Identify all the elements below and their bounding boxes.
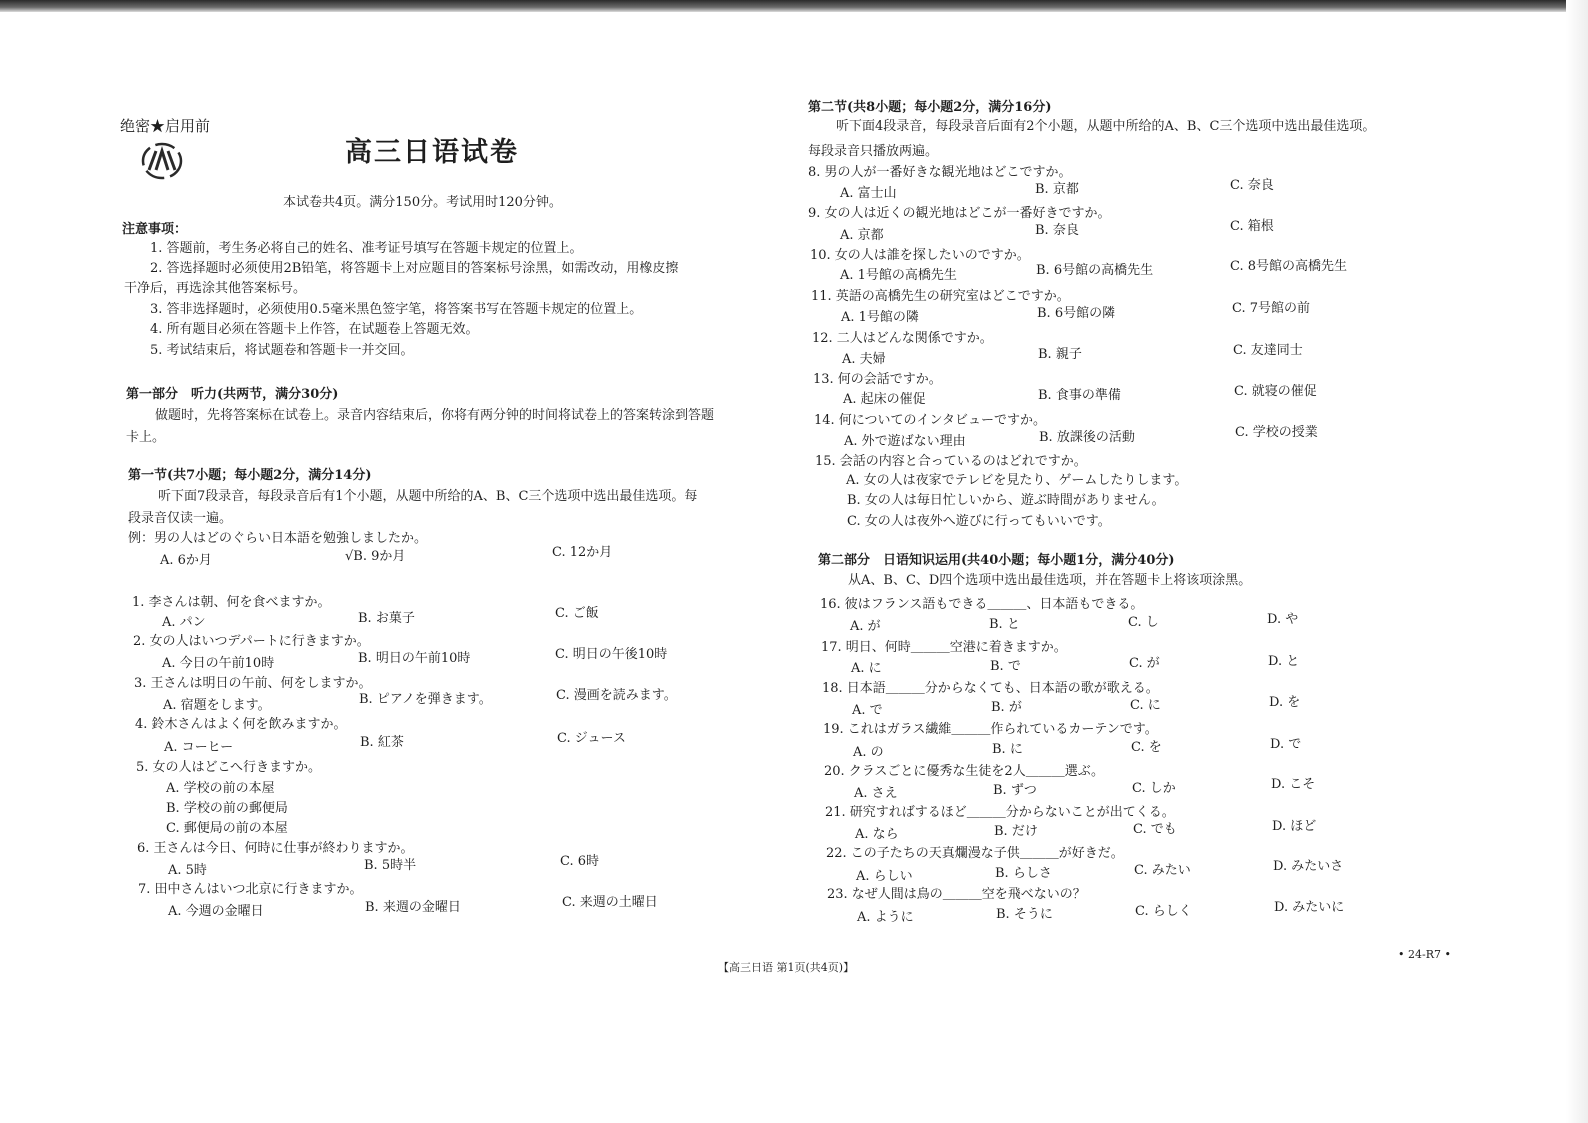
q4-option-c: C. ジュース — [557, 731, 626, 746]
question-22: 22. この子たちの天真爛漫な子供＿＿＿が好きだ。 — [826, 846, 1124, 861]
q22-option-c: C. みたい — [1134, 863, 1191, 878]
q12-option-a: A. 夫婦 — [842, 352, 886, 367]
q21-option-c: C. でも — [1133, 822, 1177, 837]
section1-desc: 听下面7段录音，每段录音后有1个小题，从题中所给的A、B、C三个选项中选出最佳选项。每 — [158, 489, 698, 504]
q10-option-a: A. 1号館の高橋先生 — [840, 268, 957, 283]
question-21: 21. 研究すればするほど＿＿＿分からないことが出てくる。 — [825, 805, 1175, 820]
q7-option-c: C. 来週の土曜日 — [562, 895, 658, 910]
question-15: 15. 会話の内容と合っているのはどれですか。 — [815, 454, 1087, 469]
q21-option-b: B. だけ — [994, 824, 1038, 839]
q3-option-a: A. 宿題をします。 — [163, 698, 271, 713]
notice-line: 2. 答选择题时必须使用2B铅笔，将答题卡上对应题目的答案标号涂黑，如需改动，用橡皮擦 — [150, 261, 679, 276]
question-18: 18. 日本語＿＿＿分からなくても、日本語の歌が歌える。 — [822, 681, 1159, 696]
q23-option-c: C. らしく — [1135, 904, 1192, 919]
q23-option-b: B. そうに — [996, 907, 1053, 922]
question-19: 19. これはガラス繊維＿＿＿作られているカーテンです。 — [823, 722, 1158, 737]
q13-option-a: A. 起床の催促 — [843, 392, 926, 407]
q1-option-a: A. パン — [162, 615, 206, 630]
question-16: 16. 彼はフランス語もできる＿＿＿、日本語もできる。 — [820, 597, 1144, 612]
question-1: 1. 李さんは朝、何を食べますか。 — [132, 595, 331, 610]
q18-option-c: C. に — [1130, 698, 1161, 713]
q18-option-d: D. を — [1269, 695, 1301, 710]
q19-option-b: B. に — [992, 742, 1023, 757]
q16-option-a: A. が — [850, 619, 881, 634]
q23-option-a: A. ように — [857, 910, 914, 925]
exam-info: 本试卷共4页。满分150分。考试用时120分钟。 — [283, 195, 562, 210]
q20-option-a: A. さえ — [854, 786, 898, 801]
example-question: 例：男の人はどのぐらい日本語を勉強しましたか。 — [128, 531, 428, 546]
part1-desc: 做题时，先将答案标在试卷上。录音内容结束后，你将有两分钟的时间将试卷上的答案转涂到答题 — [155, 408, 715, 423]
q11-option-b: B. 6号館の隣 — [1037, 306, 1116, 321]
q15-option-a: A. 女の人は夜家でテレビを見たり、ゲームしたりします。 — [846, 473, 1188, 488]
question-20: 20. クラスごとに優秀な生徒を2人＿＿＿選ぶ。 — [824, 764, 1104, 779]
q1-option-c: C. ご飯 — [555, 606, 599, 621]
example-option-b: √B. 9か月 — [345, 549, 406, 564]
q17-option-c: C. が — [1129, 656, 1160, 671]
q4-option-b: B. 紅茶 — [360, 735, 404, 750]
example-option-c: C. 12か月 — [552, 545, 613, 560]
q9-option-b: B. 奈良 — [1035, 223, 1079, 238]
q20-option-c: C. しか — [1132, 781, 1176, 796]
q20-option-d: D. こそ — [1271, 777, 1316, 792]
scan-right-edge — [1566, 0, 1588, 1123]
q5-option-c: C. 郵便局の前の本屋 — [166, 821, 288, 836]
q8-option-c: C. 奈良 — [1230, 178, 1274, 193]
q19-option-d: D. で — [1270, 737, 1302, 752]
q19-option-a: A. の — [853, 745, 884, 760]
q8-option-a: A. 富士山 — [840, 186, 897, 201]
part2-title: 第二部分 日语知识运用(共40小题；每小题1分，满分40分) — [818, 553, 1175, 568]
q5-option-a: A. 学校の前の本屋 — [166, 781, 275, 796]
q17-option-b: B. で — [990, 659, 1021, 674]
q18-option-b: B. が — [991, 700, 1022, 715]
q2-option-c: C. 明日の午後10時 — [555, 647, 668, 662]
question-6: 6. 王さんは今日、何時に仕事が終わりますか。 — [137, 841, 414, 856]
q11-option-c: C. 7号館の前 — [1232, 301, 1311, 316]
q23-option-d: D. みたいに — [1274, 900, 1345, 915]
q2-option-a: A. 今日の午前10時 — [162, 656, 275, 671]
question-23: 23. なぜ人間は鳥の＿＿＿空を飛べないの？ — [827, 887, 1086, 902]
notice-line: 3. 答非选择题时，必须使用0.5毫米黑色签字笔，将答案书写在答题卡规定的位置上。 — [150, 302, 643, 317]
notice-line: 干净后，再选涂其他答案标号。 — [124, 281, 307, 296]
q10-option-c: C. 8号館の高橋先生 — [1230, 259, 1348, 274]
q20-option-b: B. ずつ — [993, 783, 1037, 798]
notice-line: 1. 答题前，考生务必将自己的姓名、准考证号填写在答题卡规定的位置上。 — [150, 241, 583, 256]
example-option-a: A. 6か月 — [160, 553, 212, 568]
q6-option-a: A. 5時 — [168, 863, 207, 878]
q14-option-c: C. 学校の授業 — [1235, 425, 1318, 440]
q13-option-c: C. 就寝の催促 — [1234, 384, 1317, 399]
question-14: 14. 何についてのインタビューですか。 — [814, 413, 1047, 428]
question-11: 11. 英語の高橋先生の研究室はどこですか。 — [811, 289, 1070, 304]
section1-desc: 段录音仅读一遍。 — [128, 511, 233, 526]
q17-option-a: A. に — [851, 661, 882, 676]
q16-option-c: C. し — [1128, 615, 1159, 630]
q12-option-c: C. 友達同士 — [1233, 343, 1303, 358]
exam-code: • 24-R7 • — [1398, 948, 1451, 961]
school-logo-icon — [140, 140, 184, 182]
q7-option-a: A. 今週の金曜日 — [168, 904, 264, 919]
q4-option-a: A. コーヒー — [164, 740, 234, 755]
part1-desc: 卡上。 — [126, 430, 166, 445]
q15-option-b: B. 女の人は毎日忙しいから、遊ぶ時間がありません。 — [847, 493, 1165, 508]
page-footer: 【高三日语 第1页(共4页)】 — [718, 961, 855, 974]
part2-desc: 从A、B、C、D四个选项中选出最佳选项，并在答题卡上将该项涂黑。 — [848, 573, 1252, 588]
question-2: 2. 女の人はいつデパートに行きますか。 — [133, 634, 370, 649]
q6-option-b: B. 5時半 — [364, 858, 417, 873]
question-4: 4. 鈴木さんはよく何を飲みますか。 — [135, 717, 347, 732]
question-3: 3. 王さんは明日の午前、何をしますか。 — [134, 676, 372, 691]
notice-line: 4. 所有题目必须在答题卡上作答，在试题卷上答题无效。 — [150, 322, 479, 337]
q21-option-a: A. なら — [855, 827, 899, 842]
q11-option-a: A. 1号館の隣 — [841, 310, 919, 325]
q15-option-c: C. 女の人は夜外へ遊びに行ってもいいです。 — [847, 514, 1111, 529]
q13-option-b: B. 食事の準備 — [1038, 388, 1121, 403]
q8-option-b: B. 京都 — [1035, 182, 1079, 197]
q17-option-d: D. と — [1268, 654, 1300, 669]
q6-option-c: C. 6時 — [560, 854, 600, 869]
section2-title: 第二节(共8小题；每小题2分，满分16分) — [808, 100, 1052, 115]
notice-line: 5. 考试结束后，将试题卷和答题卡一并交回。 — [150, 343, 414, 358]
question-7: 7. 田中さんはいつ北京に行きますか。 — [138, 882, 363, 897]
q10-option-b: B. 6号館の高橋先生 — [1036, 263, 1154, 278]
q22-option-d: D. みたいさ — [1273, 859, 1344, 874]
q18-option-a: A. で — [852, 703, 883, 718]
q22-option-b: B. らしさ — [995, 866, 1052, 881]
q14-option-a: A. 外で遊ばない理由 — [844, 434, 966, 449]
question-12: 12. 二人はどんな関係ですか。 — [812, 331, 993, 346]
q5-option-b: B. 学校の前の郵便局 — [166, 801, 288, 816]
q21-option-d: D. ほど — [1272, 819, 1317, 834]
notice-title: 注意事项： — [122, 222, 188, 237]
q1-option-b: B. お菓子 — [358, 611, 415, 626]
q16-option-d: D. や — [1267, 612, 1299, 627]
scan-top-edge — [0, 0, 1588, 12]
q22-option-a: A. らしい — [856, 869, 913, 884]
section1-title: 第一节(共7小题；每小题2分，满分14分) — [128, 468, 372, 483]
part1-title: 第一部分 听力(共两节，满分30分) — [126, 387, 339, 402]
section2-desc: 听下面4段录音，每段录音后面有2个小题，从题中所给的A、B、C三个选项中选出最佳选项。 — [836, 119, 1376, 134]
q19-option-c: C. を — [1131, 740, 1162, 755]
q9-option-a: A. 京都 — [840, 228, 884, 243]
q14-option-b: B. 放課後の活動 — [1039, 430, 1135, 445]
question-10: 10. 女の人は誰を探したいのですか。 — [810, 248, 1030, 263]
q9-option-c: C. 箱根 — [1230, 219, 1274, 234]
q12-option-b: B. 親子 — [1038, 347, 1082, 362]
q16-option-b: B. と — [989, 617, 1020, 632]
question-8: 8. 男の人が一番好きな観光地はどこですか。 — [808, 165, 1072, 180]
question-13: 13. 何の会話ですか。 — [813, 372, 942, 387]
question-9: 9. 女の人は近くの観光地はどこが一番好きですか。 — [808, 206, 1111, 221]
q7-option-b: B. 来週の金曜日 — [365, 900, 461, 915]
q2-option-b: B. 明日の午前10時 — [358, 651, 471, 666]
q3-option-c: C. 漫画を読みます。 — [556, 688, 677, 703]
question-17: 17. 明日、何時＿＿＿空港に着きますか。 — [821, 640, 1067, 655]
question-5: 5. 女の人はどこへ行きますか。 — [136, 760, 322, 775]
page-title: 高三日语试卷 — [345, 137, 519, 168]
confidential-mark: 绝密★启用前 — [120, 117, 211, 135]
q3-option-b: B. ピアノを弾きます。 — [359, 692, 492, 707]
section2-desc: 每段录音只播放两遍。 — [808, 144, 939, 159]
